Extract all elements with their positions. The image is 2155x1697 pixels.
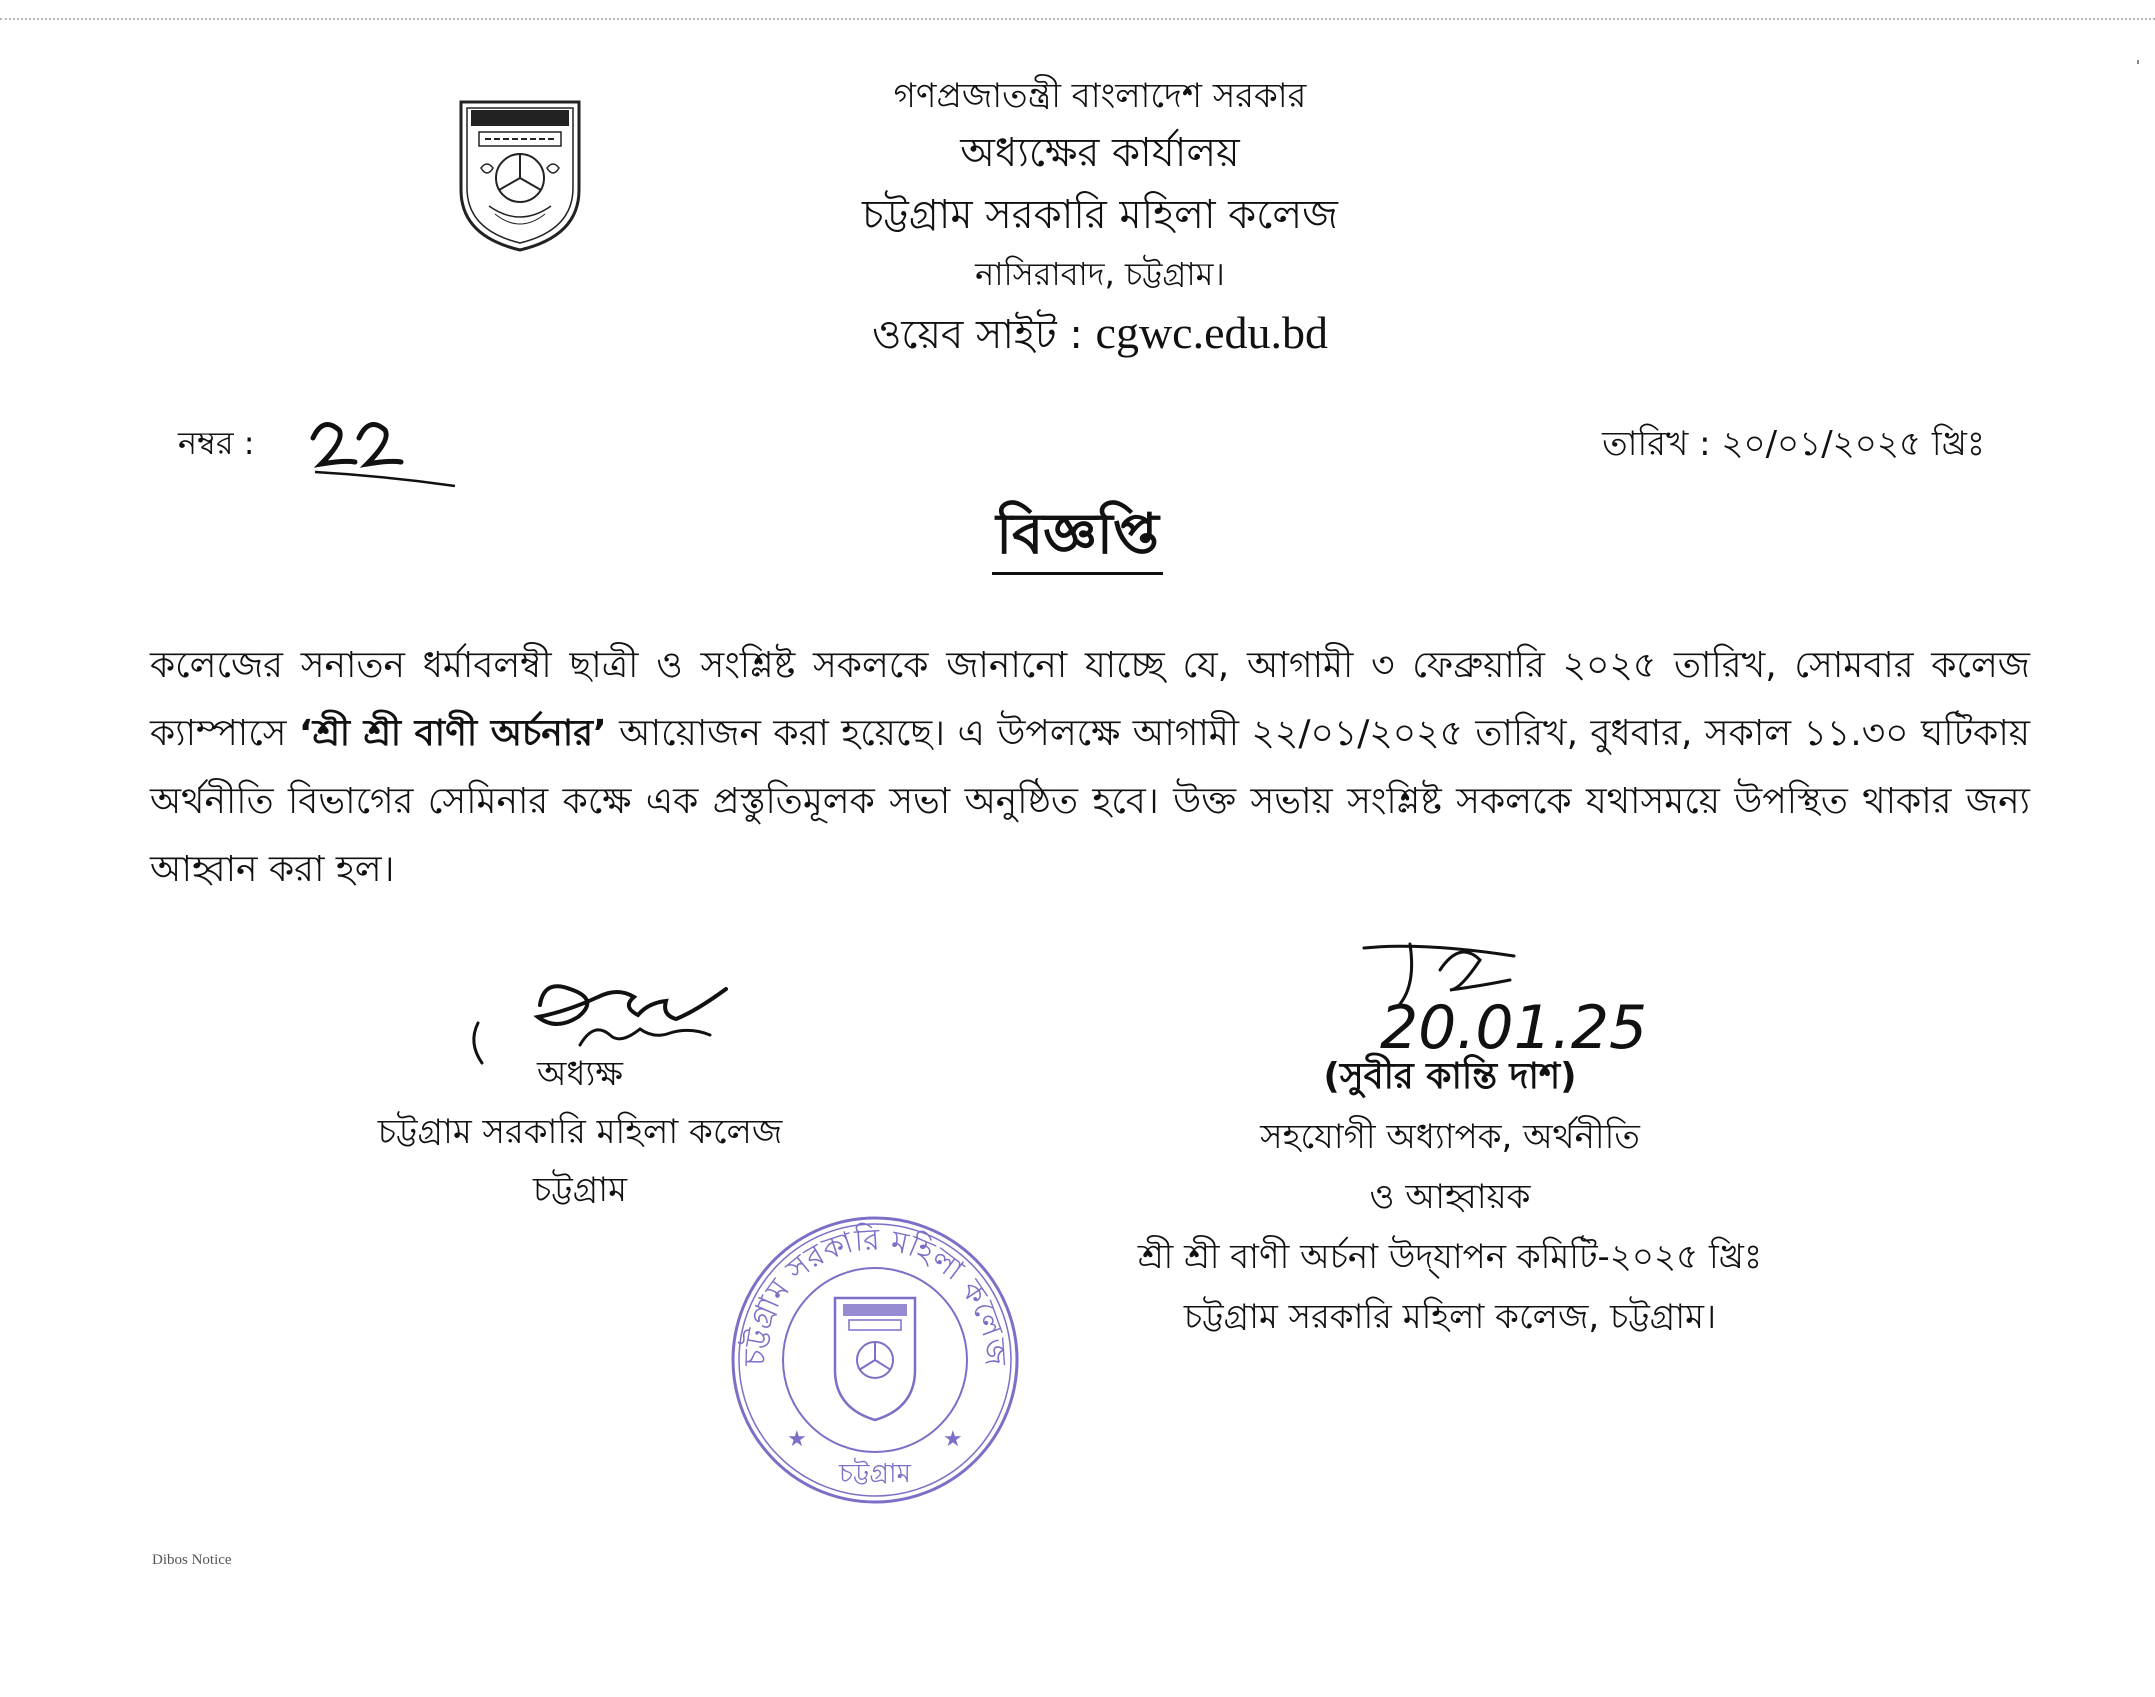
notice-body xyxy=(150,632,2030,904)
number-label: নম্বর : xyxy=(178,424,255,462)
letterhead xyxy=(700,70,1500,366)
principal-place: চট্টগ্রাম xyxy=(533,1170,627,1210)
convener-signature-block xyxy=(1010,1047,1890,1347)
committee-name: শ্রী শ্রী বাণী অর্চনা উদ্‌যাপন কমিটি-২০২৫ খ্রিঃ xyxy=(1137,1237,1763,1277)
body-text-event: ‘শ্রী শ্রী বাণী অর্চনার’ xyxy=(298,713,607,754)
website-label: ওয়েব সাইট : xyxy=(871,312,1083,358)
convener-org: চট্টগ্রাম সরকারি মহিলা কলেজ, চট্টগ্রাম। xyxy=(1183,1297,1717,1337)
notice-date xyxy=(1602,418,1985,475)
seal-bottom-text: চট্টগ্রাম xyxy=(839,1459,911,1489)
convener-designation: সহযোগী অধ্যাপক, অর্থনীতি xyxy=(1260,1117,1640,1157)
seal-ring-text: চট্টগ্রাম সরকারি মহিলা কলেজ xyxy=(737,1222,1013,1367)
notice-title-wrap xyxy=(0,500,2155,575)
college-crest-icon xyxy=(455,98,585,253)
reference-number xyxy=(178,418,255,472)
principal-title: অধ্যক্ষ xyxy=(537,1054,623,1094)
office-name: অধ্যক্ষের কার্যালয় xyxy=(960,130,1240,176)
handwritten-number xyxy=(305,400,465,500)
convener-name: (সুবীর কান্তি দাশ) xyxy=(1323,1056,1577,1097)
website-link[interactable]: cgwc.edu.bd xyxy=(1095,307,1329,358)
college-seal-icon xyxy=(725,1210,1025,1510)
footer-note: Dibos Notice xyxy=(152,1552,232,1568)
body-text-part2: আয়োজন করা হয়েছে। এ উপলক্ষে আগামী ২২/০১/২০২৫ তারিখ, বুধবার, সকাল ১১.৩০ ঘটিকায় অর্থনীতি বিভাগের সেমিনার কক্ষে এক প্রস্তুতিমূলক সভা অনুষ্ঠিত হবে। উক্ত সভায় সংশ্লিষ্ট সকলকে যথাসময়ে উপস্থিত থাকার জন্য আহ্বান করা হল। xyxy=(150,713,2030,890)
government-name: গণপ্রজাতন্ত্রী বাংলাদেশ সরকার xyxy=(893,76,1307,116)
principal-signature-block xyxy=(300,1045,860,1219)
convener-role: ও আহ্বায়ক xyxy=(1369,1177,1531,1217)
date-label: তারিখ : xyxy=(1602,424,1711,464)
scan-edge xyxy=(0,18,2155,24)
college-address: নাসিরাবাদ, চট্টগ্রাম। xyxy=(975,255,1225,293)
seal-star-icon: ★ xyxy=(943,1427,963,1452)
handwritten-date: 20.01.25 xyxy=(1380,993,1648,1063)
notice-title: বিজ্ঞপ্তি xyxy=(992,500,1163,575)
principal-org: চট্টগ্রাম সরকারি মহিলা কলেজ xyxy=(377,1112,783,1152)
body-text-part1: কলেজের সনাতন ধর্মাবলম্বী ছাত্রী ও সংশ্লিষ্ট সকলকে জানানো যাচ্ছে যে, আগামী ৩ ফেব্রুয়ারি ২০২৫ তারিখ, সোমবার কলেজ ক্যাম্পাসে xyxy=(150,645,2030,754)
website-line xyxy=(700,302,1500,366)
date-value: ২০/০১/২০২৫ খ্রিঃ xyxy=(1721,424,1985,464)
seal-star-icon: ★ xyxy=(787,1427,807,1452)
college-name: চট্টগ্রাম সরকারি মহিলা কলেজ xyxy=(862,192,1338,238)
scan-mark xyxy=(2137,60,2139,64)
